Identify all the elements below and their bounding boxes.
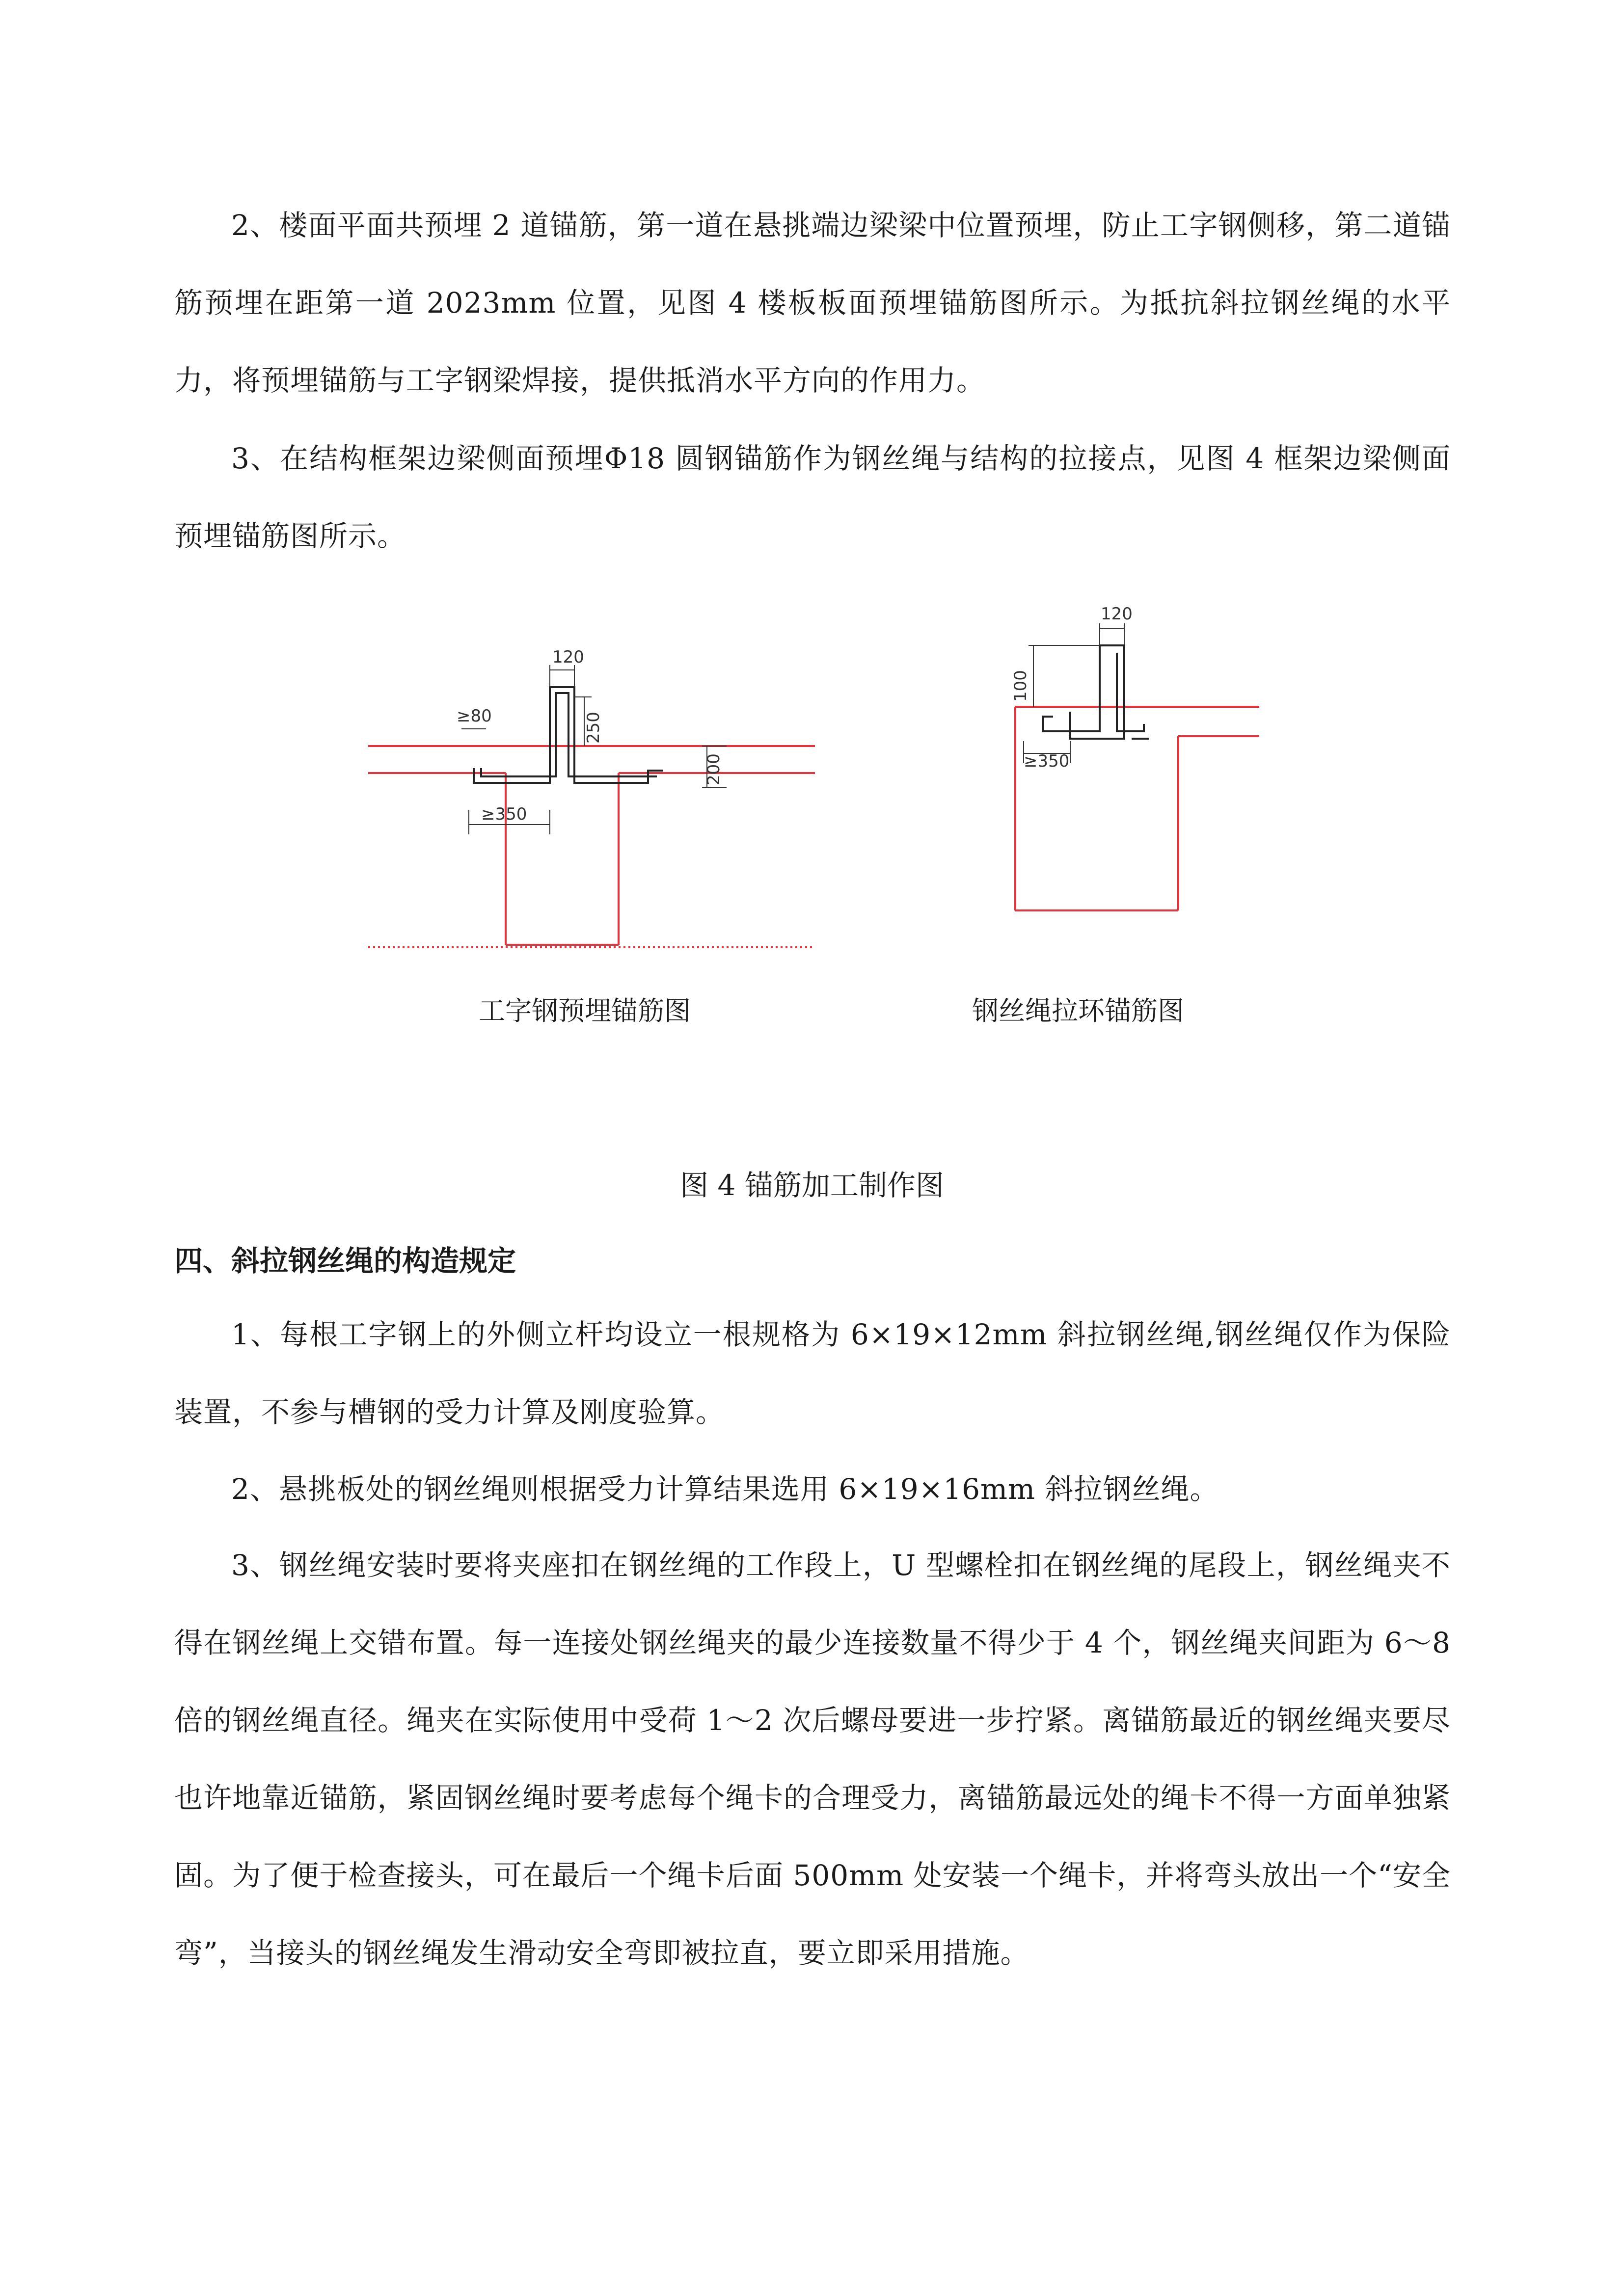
ring-dimension-lines <box>1024 623 1124 763</box>
left-figure-caption: 工字钢预埋锚筋图 <box>479 995 691 1026</box>
paragraph-clip-installation: 3、钢丝绳安装时要将夹座扣在钢丝绳的工作段上，U 型螺栓扣在钢丝绳的尾段上，钢丝绳夹不得在钢丝绳上交错布置。每一连接处钢丝绳夹的最少连接数量不得少于 4 个，钢丝绳夹间距为 6～8 倍的钢丝绳直径。绳夹在实际使用中受荷 1～2 次后螺母要进一步拧紧。离锚筋最近的钢丝绳夹要尽也许地靠近锚筋，紧固钢丝绳时要考虑每个绳卡的合理受力，离锚筋最远处的绳卡不得一方面单独紧固。为了便于检查接头，可在最后一个绳卡后面 500mm 处安装一个绳卡，并将弯头放出一个“安全弯”，当接头的钢丝绳发生滑动安全弯即被拉直，要立即采用措施。 <box>174 1548 1451 1970</box>
paragraph-anchor-beam-side: 3、在结构框架边梁侧面预埋Φ18 圆钢锚筋作为钢丝绳与结构的拉接点，见图 4 框架边梁侧面预埋锚筋图所示。 <box>174 442 1451 553</box>
ring-dim-ge350: ≥350 <box>1024 751 1070 771</box>
paragraph-wire-rope-spec: 1、每根工字钢上的外侧立杆均设立一根规格为 6×19×12mm 斜拉钢丝绳,钢丝绳仅作为保险装置，不参与槽钢的受力计算及刚度验算。 <box>174 1318 1451 1429</box>
paragraph-cantilever-slab: 2、悬挑板处的钢丝绳则根据受力计算结果选用 6×19×16mm 斜拉钢丝绳。 <box>231 1472 1219 1506</box>
dim-ge350: ≥350 <box>481 804 527 824</box>
anchor-rebar <box>474 687 663 783</box>
ring-rebar <box>1043 645 1149 739</box>
right-figure-caption: 钢丝绳拉环锚筋图 <box>972 995 1184 1026</box>
wire-rope-ring-drawing <box>997 589 1281 913</box>
section-heading: 四、斜拉钢丝绳的构造规定 <box>174 1244 516 1278</box>
beam-outline <box>1015 707 1259 910</box>
ring-dim-100: 100 <box>1011 670 1030 702</box>
dim-ge80: ≥80 <box>457 706 492 726</box>
dim-250: 250 <box>584 712 603 744</box>
ibeam-anchor-drawing <box>363 623 844 972</box>
ring-dim-120: 120 <box>1101 604 1133 624</box>
paragraph-anchor-floor: 2、楼面平面共预埋 2 道锚筋，第一道在悬挑端边梁梁中位置预埋，防止工字钢侧移，第二道锚筋预埋在距第一道 2023mm 位置，见图 4 楼板板面预埋锚筋图所示。为抵抗斜拉钢丝绳的水平力，将预埋锚筋与工字钢梁焊接，提供抵消水平方向的作用力。 <box>174 209 1451 397</box>
dim-120: 120 <box>552 647 584 667</box>
figure-title: 图 4 锚筋加工制作图 <box>680 1169 944 1202</box>
dim-200: 200 <box>704 753 724 785</box>
